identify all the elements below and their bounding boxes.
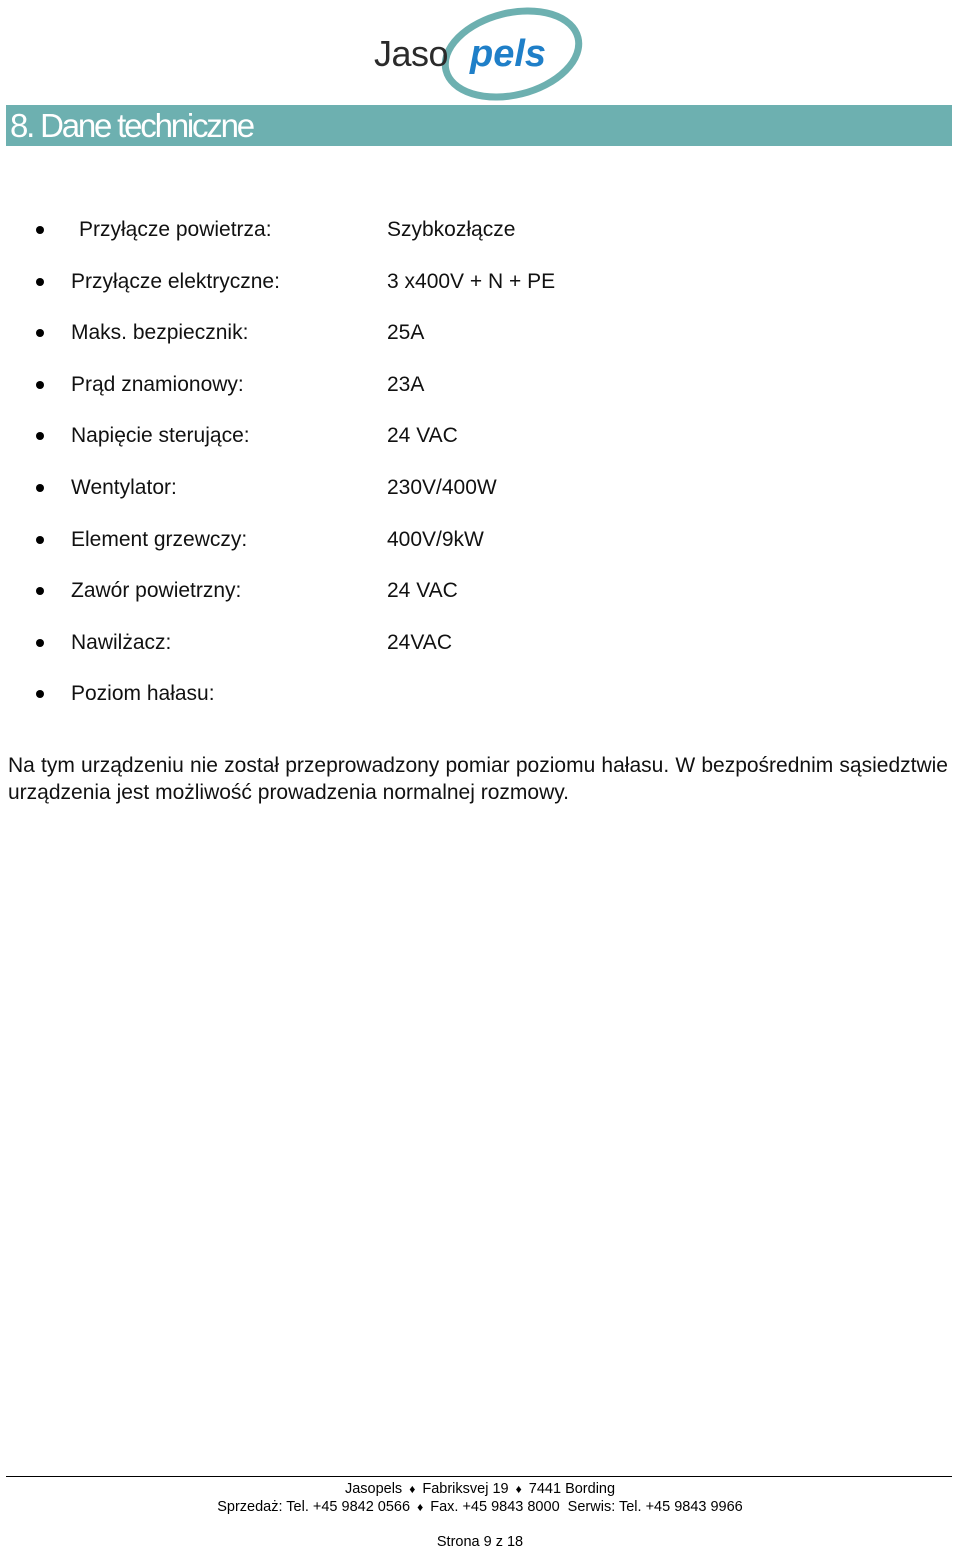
footer-contacts (0, 1499, 960, 1516)
svg-text:pels: pels (470, 33, 547, 75)
bullet-icon (36, 639, 44, 647)
spec-value: 24 VAC (387, 424, 458, 448)
bullet-icon (36, 587, 44, 595)
spec-value: 230V/400W (387, 475, 497, 499)
bullet-icon (36, 381, 44, 389)
footer-fax-service: Fax. +45 9843 8000 Serwis: Tel. +45 9843 9966 (430, 1499, 743, 1515)
spec-row (0, 565, 960, 617)
spec-row (0, 617, 960, 669)
spec-row (0, 668, 960, 720)
page-number: Strona 9 z 18 (436, 1534, 524, 1550)
spec-label: Element grzewczy: (71, 527, 248, 551)
footer-street: Fabriksvej 19 (422, 1481, 509, 1497)
footer-divider (6, 1476, 952, 1477)
spec-label: Przyłącze powietrza: (79, 218, 272, 241)
diamond-icon: ♦ (409, 1482, 416, 1496)
spec-label: Zawór powietrzny: (71, 579, 242, 603)
bullet-icon (36, 432, 44, 440)
spec-label: Przyłącze elektryczne: (71, 269, 280, 293)
spec-row (0, 410, 960, 462)
footer-page-number (0, 1534, 960, 1551)
svg-text:Jaso: Jaso (374, 33, 449, 74)
bullet-icon (36, 278, 44, 286)
spec-label: Napięcie sterujące: (71, 424, 250, 448)
diamond-icon: ♦ (515, 1482, 522, 1496)
spec-row (0, 307, 960, 359)
footer-sales-phone: Sprzedaż: Tel. +45 9842 0566 (217, 1499, 411, 1515)
spec-list (0, 204, 960, 720)
spec-row (0, 204, 960, 256)
spec-value: Szybkozłącze (387, 218, 516, 241)
spec-label: Poziom hałasu: (71, 682, 215, 706)
noise-note: Na tym urządzeniu nie został przeprowadzony pomiar poziomu hałasu. W bezpośrednim sąsiedztwie urządzenia jest możliwość prowadzenia normalnej rozmowy. (8, 754, 948, 804)
diamond-icon: ♦ (417, 1500, 424, 1514)
spec-row (0, 359, 960, 411)
bullet-icon (36, 329, 44, 337)
footer-company: Jasopels (344, 1481, 403, 1497)
bullet-icon (36, 536, 44, 544)
spec-value: 24VAC (387, 630, 452, 654)
spec-label: Wentylator: (71, 475, 177, 499)
spec-label: Nawilżacz: (71, 630, 172, 654)
section-header (6, 105, 952, 146)
section-title: 8. Dane techniczne (10, 107, 253, 144)
spec-value: 25A (387, 321, 425, 345)
spec-label: Prąd znamionowy: (71, 372, 244, 396)
spec-row (0, 514, 960, 566)
footer-address (0, 1481, 960, 1498)
spec-value: 3 x400V + N + PE (387, 269, 556, 293)
spec-value: 24 VAC (387, 579, 458, 603)
jasopels-logo (370, 6, 590, 104)
spec-label: Maks. bezpiecznik: (71, 321, 249, 345)
spec-row (0, 256, 960, 308)
spec-value: 23A (387, 372, 425, 396)
bullet-icon (36, 226, 44, 234)
spec-value: 400V/9kW (387, 527, 484, 551)
bullet-icon (36, 690, 44, 698)
spec-row (0, 462, 960, 514)
bullet-icon (36, 484, 44, 492)
footer-city: 7441 Bording (528, 1481, 616, 1497)
